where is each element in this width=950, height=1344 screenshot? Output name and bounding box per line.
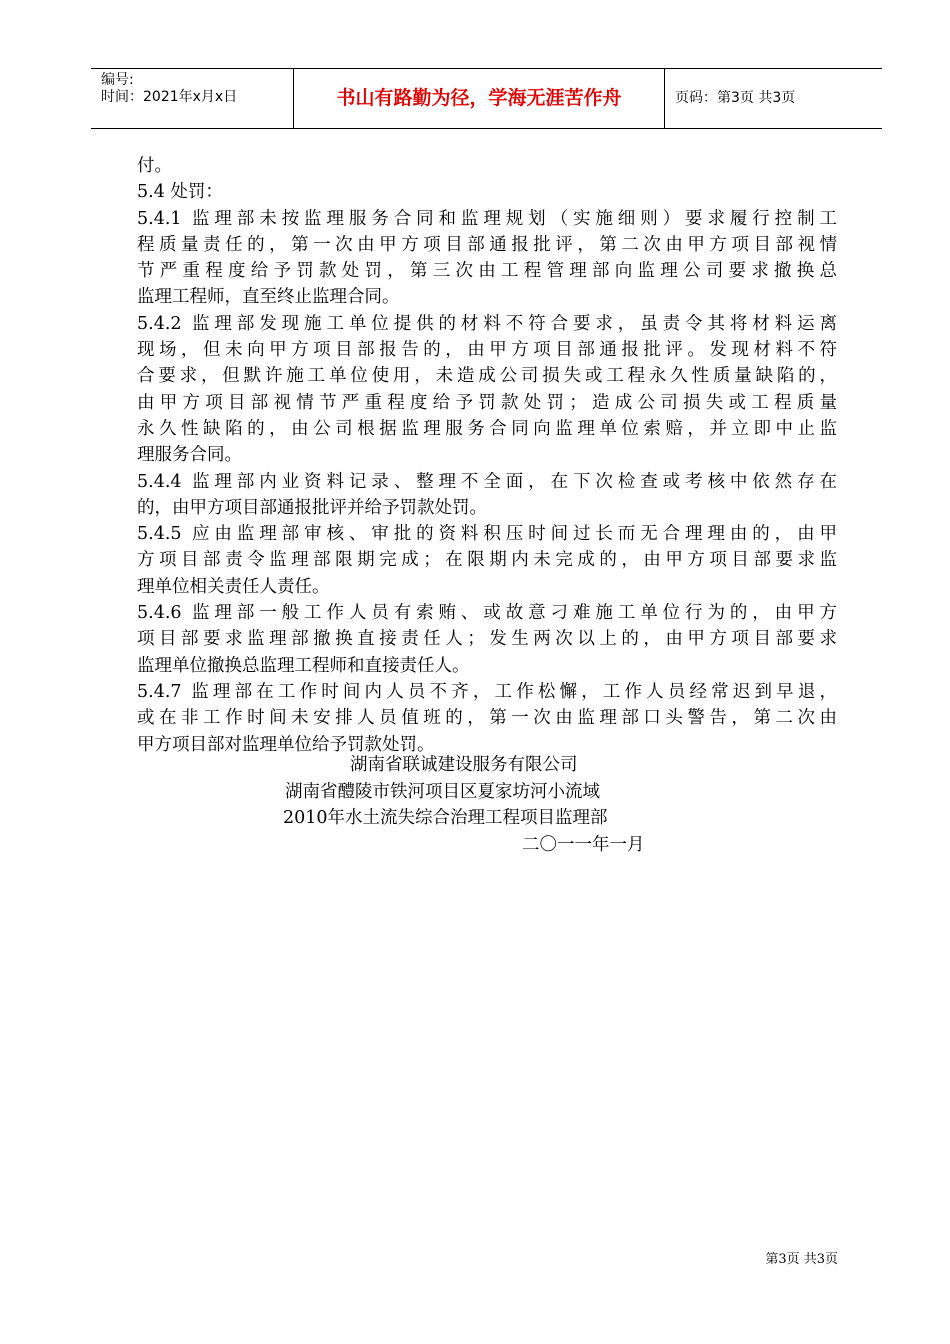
body-line: 项目部要求监理部撤换直接责任人；发生两次以上的，由甲方项目部要求 xyxy=(137,629,837,650)
body-line: 理服务合同。 xyxy=(137,445,242,466)
header-page-code: 页码：第3页 共3页 xyxy=(675,90,796,106)
header-motto: 书山有路勤为径，学海无涯苦作舟 xyxy=(293,69,665,128)
body-line: 方项目部责令监理部限期完成；在限期内未完成的，由甲方项目部要求监 xyxy=(137,550,837,571)
document-number-label: 编号: xyxy=(101,72,134,88)
signature-company: 湖南省联诚建设服务有限公司 xyxy=(350,755,578,775)
signature-project-line-1: 湖南省醴陵市铁河项目区夏家坊河小流域 xyxy=(285,781,600,802)
body-line: 付。 xyxy=(137,156,172,176)
document-body xyxy=(137,153,837,758)
body-line: 5.4.1 监理部未按监理服务合同和监理规划（实施细则）要求履行控制工 xyxy=(137,208,837,229)
body-line: 合要求，但默许施工单位使用，未造成公司损失或工程永久性质量缺陷的， xyxy=(137,366,837,387)
body-line: 程质量责任的，第一次由甲方项目部通报批评，第二次由甲方项目部视情 xyxy=(137,234,837,255)
body-line: 监理工程师，直至终止监理合同。 xyxy=(137,287,400,308)
body-line: 现场，但未向甲方项目部报告的，由甲方项目部通报批评。发现材料不符 xyxy=(137,340,837,361)
body-line: 的，由甲方项目部通报批评并给予罚款处罚。 xyxy=(137,497,487,518)
signature-project-line-2: 2010年水土流失综合治理工程项目监理部 xyxy=(283,808,608,828)
document-time-label: 时间：2021年x月x日 xyxy=(101,89,238,105)
body-line: 5.4.5 应由监理部审核、审批的资料积压时间过长而无合理理由的，由甲 xyxy=(137,524,837,545)
body-line: 监理单位撤换总监理工程师和直接责任人。 xyxy=(137,655,470,676)
body-line: 5.4.4 监理部内业资料记录、整理不全面，在下次检查或考核中依然存在 xyxy=(137,471,837,492)
body-line: 由甲方项目部视情节严重程度给予罚款处罚；造成公司损失或工程质量 xyxy=(137,392,837,413)
header-meta xyxy=(91,69,293,128)
body-line: 或在非工作时间未安排人员值班的，第一次由监理部口头警告，第二次由 xyxy=(137,708,837,729)
body-line: 5.4.2 监理部发现施工单位提供的材料不符合要求，虽责令其将材料运离 xyxy=(137,313,837,334)
page-header xyxy=(91,68,882,129)
signature-block xyxy=(137,752,837,858)
body-line: 永久性缺陷的，由公司根据监理服务合同向监理单位索赔，并立即中止监 xyxy=(137,418,837,439)
body-line: 节严重程度给予罚款处罚，第三次由工程管理部向监理公司要求撤换总 xyxy=(137,261,837,282)
body-line: 5.4.6 监理部一般工作人员有索贿、或故意刁难施工单位行为的，由甲方 xyxy=(137,603,837,624)
body-line: 理单位相关责任人责任。 xyxy=(137,576,330,597)
body-line: 甲方项目部对监理单位给予罚款处罚。 xyxy=(137,734,435,755)
page-footer: 第3页 共3页 xyxy=(765,1252,838,1267)
body-line: 5.4.7 监理部在工作时间内人员不齐，工作松懈，工作人员经常迟到早退， xyxy=(137,681,837,702)
body-line: 5.4 处罚： xyxy=(137,182,223,203)
signature-date: 二〇一一年一月 xyxy=(522,834,645,855)
